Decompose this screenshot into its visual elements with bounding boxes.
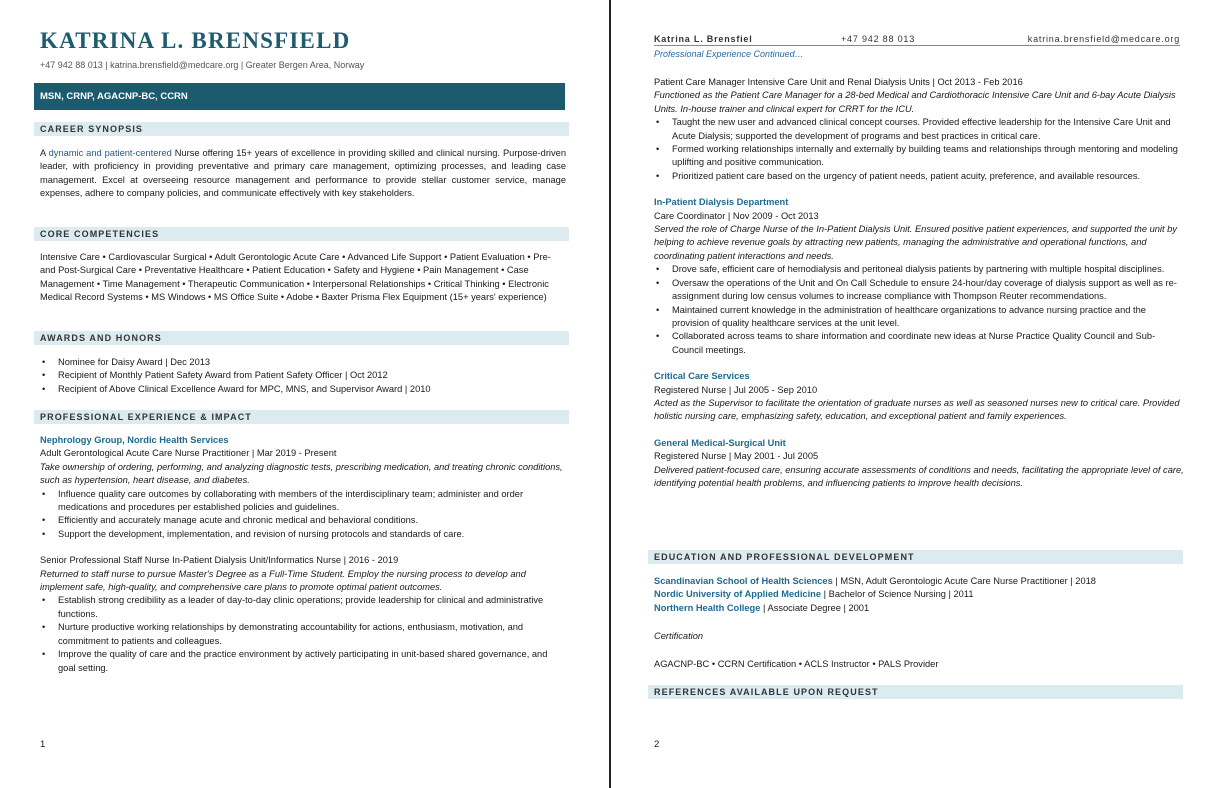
- list-item: • Nurture productive working relationships by demonstrating accountability for actions, enthusiasm, motivation, and commitment to patients and colleagues.: [40, 621, 566, 648]
- job-title: Registered Nurse | Jul 2005 - Sep 2010: [654, 384, 818, 395]
- school-name: Nordic University of Applied Medicine: [654, 589, 822, 600]
- synopsis-lead: A: [40, 148, 49, 158]
- list-item: • Recipient of Above Clinical Excellence Award for MPC, MNS, and Supervisor Award | 2010: [40, 383, 566, 396]
- list-item: • Establish strong credibility as a leader of day-to-day clinic operations; provide leadership for clinical and administrative functions.: [40, 594, 566, 621]
- education-detail: | MSN, Adult Gerontologic Acute Care Nurse Practitioner | 2018: [832, 576, 1096, 586]
- job-bullets: [654, 263, 1184, 357]
- job-summary: Functioned as the Patient Care Manager for a 28-bed Medical and Cardiothoracic Intensive Care Unit and 6-bay Acute Dialysis Units. In-house trainer and clinical expert for CRRT for the ICU.: [654, 90, 1176, 114]
- job-title: Senior Professional Staff Nurse In-Patient Dialysis Unit/Informatics Nurse | 2016 - 2019: [40, 555, 399, 566]
- awards-list: [40, 356, 566, 396]
- header-email: katrina.brensfield@medcare.org: [1027, 34, 1180, 44]
- school-name: Scandinavian School of Health Sciences: [654, 576, 833, 586]
- credentials-bar: MSN, CRNP, AGACNP-BC, CCRN: [34, 83, 565, 110]
- job-summary: Acted as the Supervisor to facilitate the orientation of graduate nurses as well as seasoned nurses new to critical care. Provided holistic nursing care, emphasizing safety, education, and exceptional patient and family experiences.: [654, 397, 1180, 422]
- experience-block-page2: [654, 76, 1184, 490]
- synopsis-highlight: dynamic and patient-centered: [48, 148, 172, 158]
- certification-label: Certification: [654, 631, 704, 641]
- job-title: Patient Care Manager Intensive Care Unit and Renal Dialysis Units | Oct 2013 - Feb 2016: [654, 77, 1023, 87]
- list-item: • Collaborated across teams to share information and coordinate new ideas at Nurse Practice Quality Council and Sub-Council meetings.: [654, 330, 1184, 357]
- education-list: [654, 575, 1184, 615]
- resume-page-1: [0, 0, 610, 788]
- list-item: • Oversaw the operations of the Unit and On Call Schedule to ensure 24-hour/day coverage of dialysis support as well as re-assignment during low census volumes to increase compliance with Thompson Reuter recommendations.: [654, 277, 1184, 304]
- list-item: • Taught the new user and advanced clinical concept courses. Provided effective leadership for the Intensive Care Unit and Acute Dialysis; supported the development of programs and best practices in critical care.: [654, 116, 1184, 143]
- synopsis-paragraph: [40, 147, 566, 201]
- education-detail: | Bachelor of Science Nursing | 2011: [821, 589, 974, 600]
- running-header: [654, 33, 1180, 46]
- job-summary: Take ownership of ordering, performing, and analyzing diagnostic tests, prescribing medication, and treating chronic conditions, such as hypertension, heart disease, and diabetes.: [40, 461, 563, 486]
- job-bullets: [654, 116, 1184, 183]
- job-org: In-Patient Dialysis Department: [654, 197, 789, 208]
- list-item: • Support the development, implementation, and revision of nursing protocols and standards of care.: [40, 528, 566, 541]
- job-title: Care Coordinator | Nov 2009 - Oct 2013: [654, 210, 819, 221]
- section-education: EDUCATION AND PROFESSIONAL DEVELOPMENT: [648, 550, 1183, 564]
- section-awards: AWARDS AND HONORS: [34, 331, 569, 345]
- job-title: Adult Gerontological Acute Care Nurse Practitioner | Mar 2019 - Present: [40, 448, 337, 459]
- job-summary: Delivered patient-focused care, ensuring accurate assessments of conditions and needs, facilitating the appropriate level of care, identifying potential health problems, and influencing patients to improve health decisions.: [654, 464, 1184, 488]
- list-item: • Efficiently and accurately manage acute and chronic medical and behavioral conditions.: [40, 514, 566, 527]
- continued-label: Professional Experience Continued…: [654, 49, 804, 59]
- education-item: [654, 575, 1184, 588]
- competencies-list: Intensive Care • Cardiovascular Surgical • Adult Gerontologic Acute Care • Advanced Life Support • Patient Evaluation • Pre- and Post-Surgical Care • Preventative Healthcare • Patient Education • Safety and Hygiene • Pain Management • Case Management • Time Management • Therapeutic Communication • Interpersonal Relationships • Critical Thinking • Electronic Medical Record Systems • MS Windows • MS Office Suite • Adobe • Baxter Prisma Flex Equipment (15+ years' experience): [40, 252, 551, 303]
- section-core-competencies: CORE COMPETENCIES: [34, 227, 569, 241]
- page-number: 2: [654, 739, 660, 750]
- job-bullets: [40, 488, 566, 542]
- contact-line: +47 942 88 013 | katrina.brensfield@medcare.org | Greater Bergen Area, Norway: [40, 60, 365, 70]
- list-item: • Maintained current knowledge in the administration of healthcare organizations to advance nursing practice and the provision of quality healthcare services at the unit level.: [654, 304, 1184, 331]
- list-item: • Drove safe, efficient care of hemodialysis and peritoneal dialysis patients by partnering with multiple hospital disciplines.: [654, 263, 1184, 276]
- job-bullets: [40, 594, 566, 674]
- section-professional-experience: PROFESSIONAL EXPERIENCE & IMPACT: [34, 410, 569, 424]
- certification-items: AGACNP-BC • CCRN Certification • ACLS Instructor • PALS Provider: [654, 659, 939, 669]
- job-org: Nephrology Group, Nordic Health Services: [40, 435, 229, 445]
- list-item: • Influence quality care outcomes by collaborating with members of the interdisciplinary team; administer and order medications and procedures per established policies and guidelines.: [40, 488, 566, 515]
- list-item: • Formed working relationships internally and externally by building teams and relationships through mentoring and modeling uplifting and positive communication.: [654, 143, 1184, 170]
- education-item: [654, 588, 1184, 601]
- resume-page-2: [611, 0, 1221, 788]
- list-item: • Improve the quality of care and the practice environment by actively participating in unit-based shared governance, and goal setting.: [40, 648, 566, 675]
- education-detail: | Associate Degree | 2001: [760, 602, 870, 613]
- list-item: • Nominee for Daisy Award | Dec 2013: [40, 356, 566, 369]
- experience-block-page1: [40, 434, 566, 675]
- job-summary: Returned to staff nurse to pursue Master's Degree as a Full-Time Student. Employ the nursing process to develop and implement safe, high-quality, and comprehensive care plans to promote optimal patient outcomes.: [40, 568, 526, 593]
- page-number: 1: [40, 739, 46, 750]
- job-org: Critical Care Services: [654, 371, 750, 382]
- school-name: Northern Health College: [654, 602, 761, 613]
- education-item: [654, 602, 1184, 615]
- job-summary: Served the role of Charge Nurse of the In-Patient Dialysis Unit. Ensured positive patient experiences, and supported the unit by helping to achieve revenue goals by attracting new patients, managing the administrative and operational functions, and coordinating patient interactions and needs.: [654, 224, 1177, 261]
- header-name: Katrina L. Brensfiel: [654, 34, 753, 44]
- synopsis-rest: Nurse offering 15+ years of excellence in providing skilled and clinical nursing. Purpose-driven leader, with proficiency in providing preventative and primary care management, optimizing processes, and leading case management. Excel at overseeing resource management and performance to provide stellar customer service, manage expenses, adhere to company policies, and communicate effectively with key stakeholders.: [40, 148, 566, 199]
- job-title: Registered Nurse | May 2001 - Jul 2005: [654, 451, 819, 462]
- section-references: REFERENCES AVAILABLE UPON REQUEST: [648, 685, 1183, 699]
- job-org: General Medical-Surgical Unit: [654, 437, 786, 448]
- candidate-name: KATRINA L. BRENSFIELD: [40, 28, 351, 53]
- list-item: • Recipient of Monthly Patient Safety Award from Patient Safety Officer | Oct 2012: [40, 369, 566, 382]
- list-item: • Prioritized patient care based on the urgency of patient needs, patient acuity, preference, and available resources.: [654, 170, 1184, 183]
- header-phone: +47 942 88 013: [841, 34, 916, 44]
- section-career-synopsis: CAREER SYNOPSIS: [34, 122, 569, 136]
